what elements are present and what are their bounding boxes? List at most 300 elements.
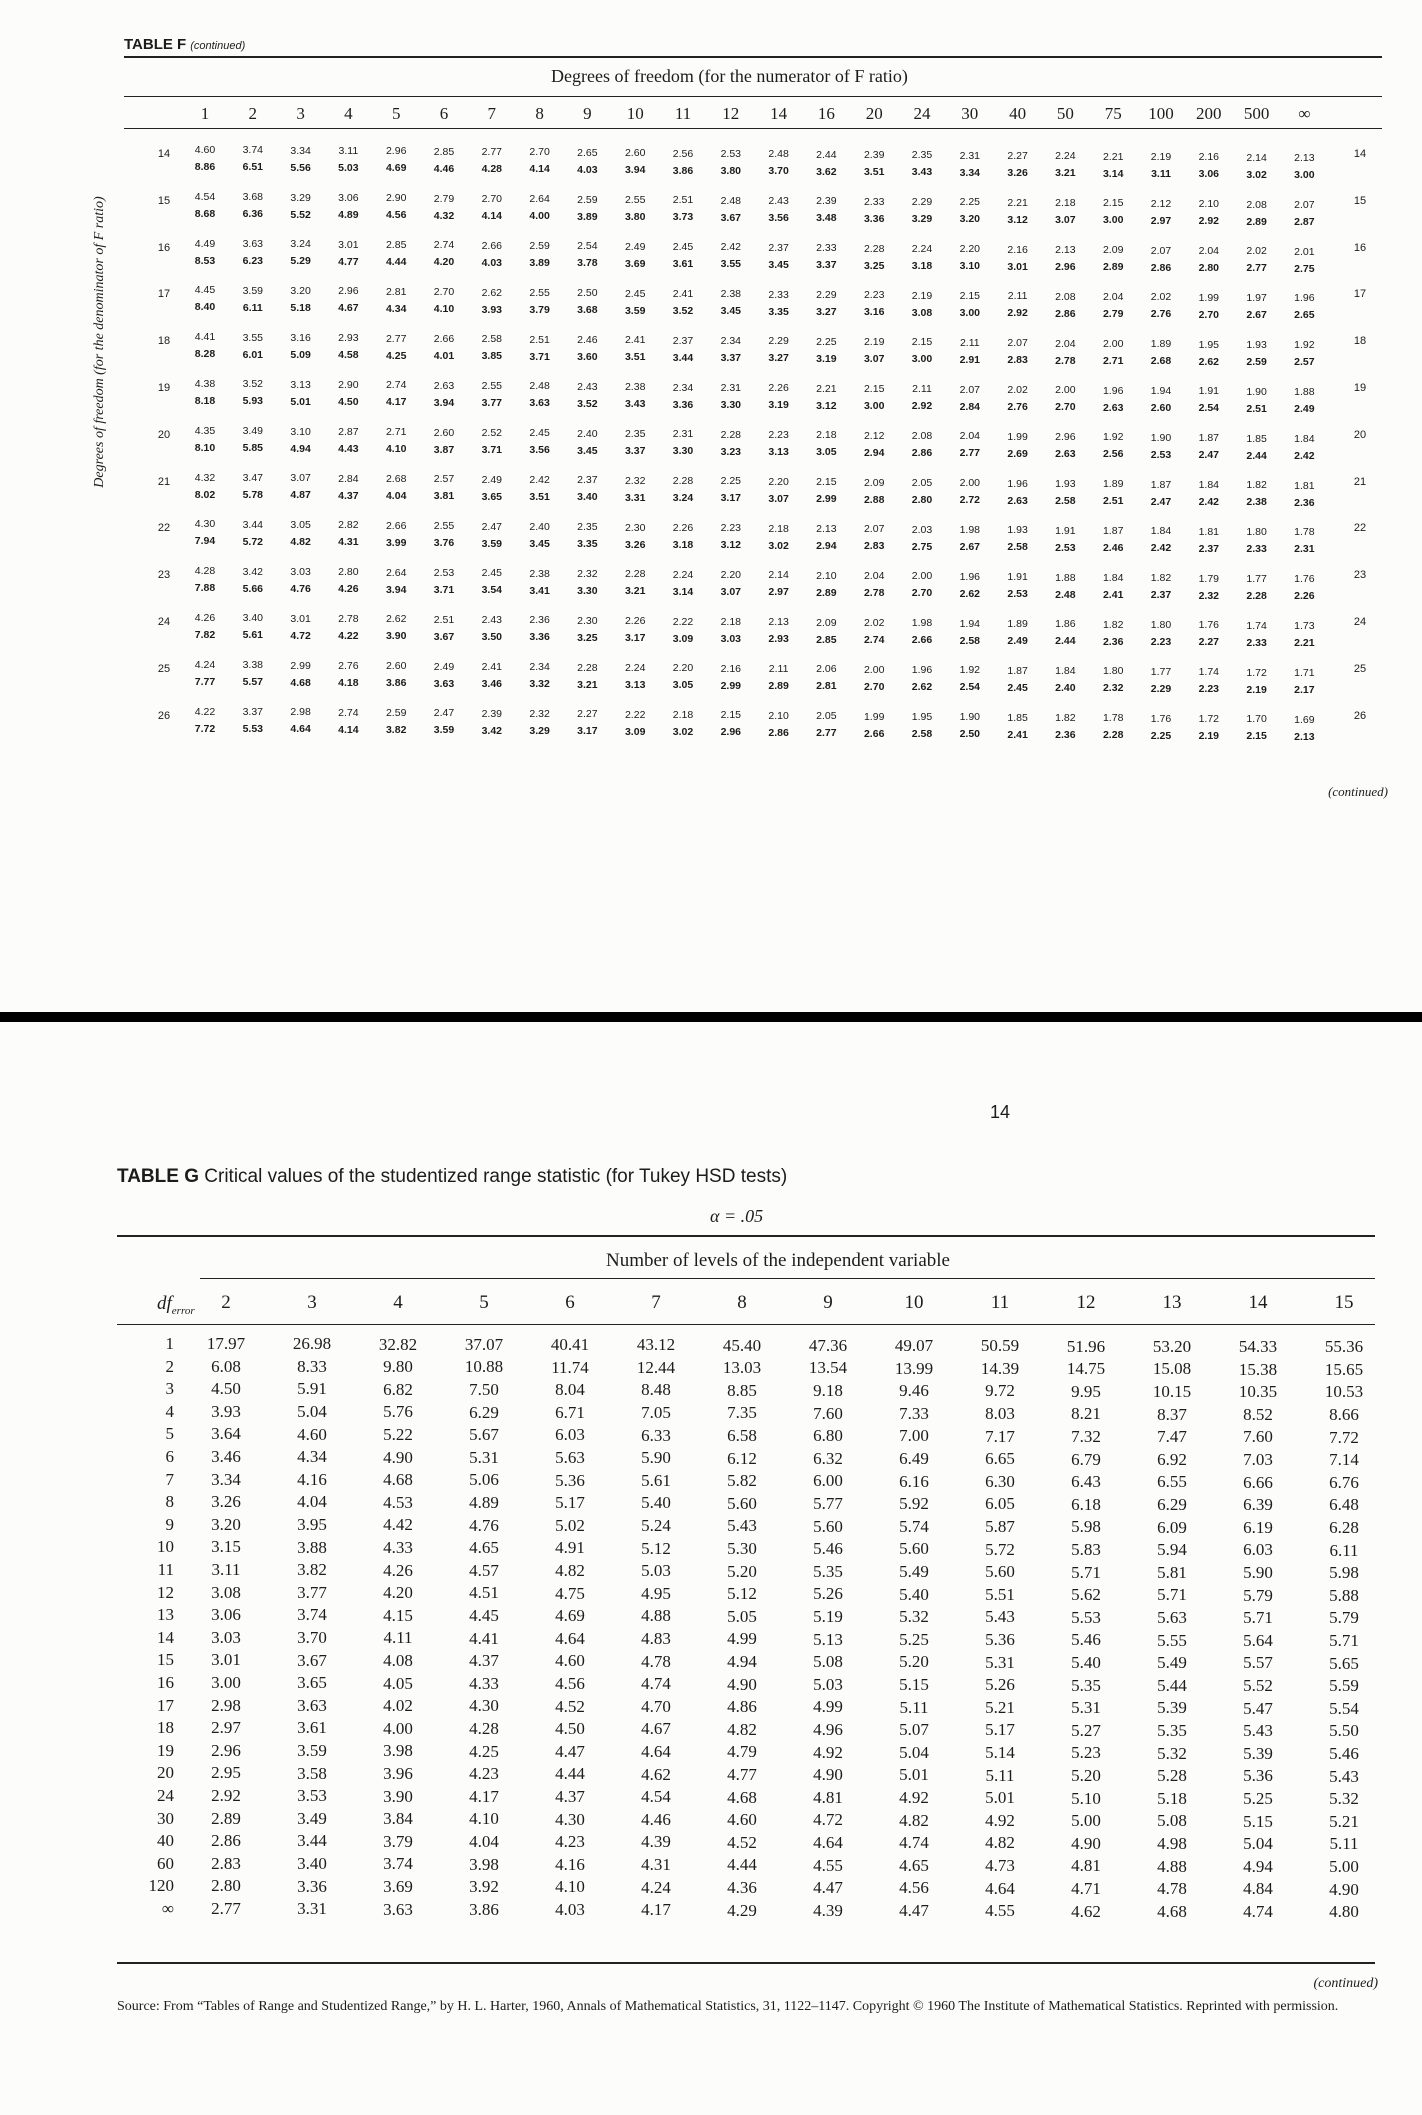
table-f-value-05: 1.76 [1294,573,1315,586]
table-f-value-01: 6.51 [242,161,264,174]
table-f-value-05: 2.23 [863,289,885,302]
table-g-value: 13.03 [722,1358,762,1378]
table-f-value-05: 2.23 [720,522,742,535]
table-f-value-01: 3.41 [529,584,550,597]
table-f-value-01: 2.74 [863,633,885,646]
table-f-value-01: 3.19 [768,399,789,412]
table-g-value: 2.95 [211,1763,241,1783]
table-f-value-01: 8.40 [194,301,216,314]
table-f-value-01: 3.79 [529,303,550,316]
table-g-value: 4.10 [555,1877,585,1897]
table-g-value: 4.28 [469,1718,499,1738]
table-g-value: 4.23 [555,1832,585,1852]
table-f-value-01: 4.56 [385,209,407,222]
table-g-value: 6.28 [1329,1518,1359,1538]
table-f-value-01: 3.87 [433,443,455,456]
table-g-df-label: 20 [157,1763,174,1783]
table-f-value-01: 4.67 [338,302,359,315]
table-f-value-01: 2.25 [1150,729,1172,742]
table-f-value-01: 2.83 [863,540,885,553]
table-f-value-05: 1.91 [1055,524,1076,537]
table-f-value-01: 4.64 [290,723,311,736]
table-f-value-05: 2.45 [672,241,694,254]
table-f-value-05: 2.19 [1150,151,1172,163]
table-f-value-01: 3.50 [481,631,503,644]
table-g-df-label: 8 [165,1492,174,1512]
table-f-value-01: 3.25 [863,259,885,272]
table-g-df-label: 5 [165,1424,174,1444]
table-g-value: 3.77 [297,1582,327,1602]
table-f-value-01: 3.68 [577,304,598,317]
table-f-value-05: 2.87 [338,425,359,438]
table-f-value-01: 2.89 [1102,261,1124,274]
table-f-value-05: 1.91 [1198,385,1220,398]
table-f-value-01: 4.31 [338,536,359,549]
table-f-value-05: 2.47 [481,520,503,533]
table-g-value: 7.47 [1157,1427,1187,1447]
table-g-value: 13.54 [808,1358,848,1378]
table-f-col-header: 75 [1104,104,1122,123]
table-g-value: 4.92 [813,1742,843,1762]
table-g-value: 3.01 [211,1650,241,1670]
page-number: 14 [990,1102,1011,1122]
table-f-value-05: 2.59 [529,240,550,253]
table-g-value: 9.95 [1071,1381,1101,1401]
table-f-value-01: 4.03 [481,256,503,269]
table-f-col-header: 14 [770,104,788,123]
table-f-value-01: 3.01 [1007,260,1028,273]
table-g-value: 45.40 [722,1335,762,1355]
table-g-value: 4.71 [1071,1878,1101,1898]
table-f-value-05: 2.51 [529,333,550,346]
table-f-value-01: 3.43 [624,398,646,411]
table-g-value: 3.34 [211,1469,241,1489]
table-g-value: 5.32 [1157,1743,1187,1763]
table-f-value-05: 3.55 [242,331,264,344]
table-g-value: 4.51 [469,1583,499,1603]
table-f-value-01: 2.49 [1007,634,1028,647]
table-f-value-01: 5.57 [242,676,264,689]
table-f-value-05: 1.84 [1198,478,1220,491]
table-g-value: 4.10 [469,1809,499,1829]
table-f-value-01: 3.89 [577,210,598,223]
table-f-value-05: 2.10 [816,569,837,582]
table-f-value-01: 2.51 [1102,495,1124,508]
table-f-value-05: 2.60 [385,660,407,673]
table-f-value-05: 1.96 [959,570,981,583]
table-f-row-label-right: 18 [1353,335,1367,348]
table-f-value-01: 2.96 [1055,260,1076,273]
table-g-value: 43.12 [636,1335,676,1355]
table-f-value-01: 3.21 [577,678,598,691]
table-g-value: 7.32 [1071,1426,1101,1446]
table-f-value-01: 4.10 [385,443,407,456]
table-g-value: 3.44 [297,1831,327,1851]
table-f-value-05: 2.15 [1102,197,1124,210]
table-f-value-01: 4.37 [338,489,359,502]
table-g-value: 4.84 [1243,1879,1273,1899]
table-g-value: 5.31 [1071,1698,1101,1718]
table-f-value-05: 2.60 [624,147,646,160]
table-f-value-05: 2.55 [481,380,503,393]
table-f-value-05: 2.65 [577,146,598,159]
table-f-value-05: 2.20 [672,662,694,675]
table-f-value-01: 5.01 [290,395,311,408]
table-f-value-05: 2.40 [577,427,598,440]
table-f-value-05: 3.40 [242,612,264,625]
table-f-value-01: 3.45 [720,305,742,318]
table-f-value-01: 2.70 [863,680,885,693]
table-g-value: 5.79 [1243,1585,1273,1605]
table-f-value-01: 2.63 [1102,401,1124,414]
table-g-continued: (continued) [1313,1976,1378,1991]
table-f-value-01: 3.48 [816,212,837,225]
table-f-value-05: 1.82 [1055,711,1076,724]
table-g-value: 5.04 [1243,1834,1273,1854]
table-g-value: 49.07 [894,1336,934,1355]
table-f-value-01: 3.93 [481,303,503,316]
table-f-value-05: 1.94 [1150,385,1172,397]
table-g-value: 6.00 [813,1471,843,1491]
table-g-value: 5.03 [641,1561,671,1581]
table-g-value: 5.40 [641,1493,671,1513]
table-f-value-01: 5.03 [338,162,359,175]
table-f-value-01: 2.75 [911,540,933,553]
table-f-value-05: 2.00 [911,570,933,583]
table-g-value: 4.90 [1071,1833,1101,1853]
table-f-value-05: 2.48 [529,380,550,393]
table-f-value-01: 2.60 [1150,402,1172,414]
table-f-value-05: 2.48 [720,194,742,207]
table-g-value: 7.14 [1329,1450,1359,1470]
table-f-value-01: 4.18 [338,676,359,689]
table-f-value-05: 2.04 [1055,337,1076,350]
table-g-value: 4.37 [469,1651,499,1671]
table-f-value-05: 2.35 [624,427,646,440]
table-f-value-05: 3.47 [242,471,264,484]
table-f-value-01: 4.87 [290,489,311,502]
table-g-value: 3.65 [297,1673,327,1693]
table-f-value-01: 3.43 [911,166,933,179]
table-g-value: 5.46 [1329,1744,1359,1764]
table-f-value-05: 2.47 [433,707,455,720]
table-f-value-01: 4.68 [290,676,311,689]
table-f-value-05: 1.70 [1246,713,1267,726]
table-f-value-05: 2.39 [863,148,885,161]
table-g-value: 4.62 [1071,1901,1101,1921]
table-f-value-05: 1.99 [1007,430,1028,443]
table-f-value-05: 2.16 [720,662,742,675]
table-g-value: 4.15 [383,1605,413,1625]
table-g-value: 4.44 [555,1764,585,1784]
table-f-value-01: 6.11 [242,301,263,314]
table-f-value-01: 4.44 [385,256,407,268]
table-g-value: 6.76 [1329,1472,1359,1492]
table-g-value: 5.20 [1071,1765,1101,1785]
table-f-value-05: 2.07 [1150,244,1172,257]
table-f-value-05: 2.10 [768,709,789,722]
table-f-value-05: 2.03 [911,523,933,536]
table-f-value-01: 8.28 [194,348,216,361]
table-g-value: 4.60 [297,1424,327,1444]
table-f-value-01: 2.78 [863,587,885,600]
table-f-value-01: 2.86 [1150,261,1172,274]
table-f-value-01: 2.58 [1055,494,1076,507]
table-f-value-05: 2.96 [1055,431,1076,444]
table-f-value-01: 5.29 [290,255,311,268]
table-g-value: 4.64 [555,1628,585,1648]
table-f-value-01: 3.00 [1294,169,1315,182]
table-g-value: 4.17 [641,1900,671,1920]
table-f-value-05: 3.06 [338,191,359,204]
table-f-value-01: 3.27 [816,305,837,318]
table-g-value: 9.46 [899,1381,929,1401]
table-f-value-05: 1.96 [1102,384,1124,397]
table-f-value-01: 3.05 [672,679,694,692]
table-f-value-05: 2.70 [481,192,503,205]
table-g-value: 4.04 [469,1831,499,1851]
table-f-value-05: 1.96 [1294,292,1315,305]
table-f-value-05: 2.39 [481,707,503,720]
table-f-value-01: 6.23 [242,254,264,267]
table-f-value-01: 3.11 [1151,168,1171,180]
table-f-value-05: 2.21 [816,382,837,395]
table-g-value: 4.98 [1157,1833,1187,1853]
table-f-value-01: 2.71 [1102,354,1124,367]
table-g-value: 5.92 [899,1494,929,1514]
table-f-value-05: 2.51 [433,613,455,626]
table-f-value-01: 3.02 [1246,168,1267,181]
table-f-value-05: 2.13 [816,522,837,535]
table-g-value: 5.23 [1071,1743,1101,1763]
table-g-value: 3.59 [297,1741,327,1761]
table-g-value: 4.30 [555,1809,585,1829]
table-f-value-01: 2.63 [1007,494,1028,507]
table-g-value: 3.98 [469,1854,499,1874]
table-g-value: 4.62 [641,1764,671,1784]
table-g-value: 51.96 [1066,1336,1106,1356]
table-g-value: 4.67 [641,1719,671,1739]
table-g-value: 10.35 [1238,1382,1278,1402]
table-f-row-label-left: 24 [157,616,171,628]
table-f-value-05: 2.15 [863,382,885,395]
table-f-value-05: 2.15 [959,290,981,302]
table-g-value: 4.68 [1157,1901,1187,1921]
table-f-value-05: 1.72 [1198,712,1220,725]
table-f-value-05: 2.45 [481,567,503,580]
table-f-value-01: 2.93 [768,633,789,646]
table-f-value-01: 2.92 [1198,215,1220,228]
table-g-value: 5.60 [813,1516,843,1536]
table-g-value: 5.63 [555,1448,585,1467]
table-f-value-01: 2.44 [1246,449,1267,462]
table-f-value-05: 2.07 [863,523,885,536]
table-f-value-01: 2.62 [1198,355,1220,368]
table-f-value-05: 2.12 [863,429,885,442]
table-f-value-01: 2.57 [1294,356,1315,369]
table-f-value-05: 1.90 [1246,385,1267,398]
table-f-value-01: 3.17 [720,492,742,505]
table-g-value: 7.60 [1243,1427,1273,1447]
table-g-value: 4.46 [641,1809,671,1829]
table-f-value-05: 1.91 [1007,571,1028,584]
table-g-value: 5.67 [469,1425,499,1445]
table-f-value-05: 2.28 [863,242,885,255]
table-g-value: 5.01 [985,1788,1015,1808]
table-g-value: 3.70 [297,1628,327,1648]
table-f-value-01: 3.29 [911,213,933,226]
table-g-value: 5.88 [1329,1585,1359,1605]
table-f-col-header: 100 [1148,104,1174,123]
table-f-value-05: 2.39 [816,195,837,208]
table-f-value-05: 2.49 [481,473,503,486]
table-g-value: 5.12 [727,1584,757,1604]
table-f-row-label-left: 25 [157,662,171,675]
table-g-value: 2.83 [211,1853,241,1873]
table-g-value: 6.82 [383,1379,413,1399]
table-f-value-01: 2.68 [1150,355,1172,368]
table-g-value: 3.58 [297,1763,327,1783]
table-f-value-01: 2.19 [1198,729,1220,742]
table-f-value-05: 1.89 [1102,478,1124,491]
table-g-value: 4.39 [641,1832,671,1852]
table-f-value-01: 2.89 [1246,215,1267,228]
table-g-value: 5.53 [1071,1607,1101,1627]
table-g-value: 5.11 [899,1697,929,1717]
table-f-value-01: 2.29 [1150,682,1172,695]
table-f-value-01: 3.73 [672,211,694,224]
table-g-value: 3.98 [383,1741,413,1761]
table-f-value-01: 2.97 [768,586,789,599]
table-g-value: 8.66 [1329,1405,1359,1425]
table-f-value-05: 2.30 [577,614,598,627]
table-g-value: 6.48 [1329,1495,1359,1515]
table-g-value: 3.92 [469,1877,499,1897]
table-f-value-01: 3.16 [863,306,885,319]
table-f-value-01: 4.94 [290,442,311,455]
table-f-value-05: 2.84 [338,472,359,485]
table-g-value: 6.18 [1071,1494,1101,1514]
table-f-value-01: 2.65 [1294,309,1315,322]
table-g-title-text: Critical values of the studentized range statistic (for Tukey HSD tests) [204,1166,788,1187]
table-g-df-label: 15 [157,1650,174,1670]
table-g-value: 6.16 [899,1471,929,1491]
table-f-value-05: 1.74 [1246,619,1267,632]
table-f-value-01: 2.66 [911,634,933,647]
table-f-value-01: 2.41 [1102,588,1124,601]
table-f-value-05: 3.52 [242,378,264,391]
table-g-df-label: 30 [157,1808,174,1828]
table-g-value: 5.71 [1329,1631,1359,1651]
table-g-value: 4.92 [985,1810,1015,1830]
table-g-df-label: 16 [157,1673,174,1692]
table-g-value: 4.60 [555,1651,585,1671]
table-g-value: 4.29 [727,1900,757,1920]
table-f-value-01: 3.54 [481,584,503,597]
table-f-value-05: 1.82 [1150,572,1172,585]
table-g-value: 4.54 [641,1787,671,1807]
table-f-value-01: 3.45 [577,444,598,457]
table-g-value: 3.88 [297,1537,327,1557]
table-g-value: 6.19 [1243,1517,1273,1537]
table-f-value-05: 1.92 [1294,339,1315,352]
table-f-value-01: 2.28 [1246,589,1267,602]
table-g-value: 5.28 [1157,1766,1187,1786]
table-f-value-01: 4.28 [481,163,503,176]
table-f-row-label-right: 23 [1353,569,1367,582]
table-f-value-05: 2.42 [720,241,742,254]
table-f-value-05: 1.74 [1198,666,1220,679]
table-f-value-01: 3.71 [529,350,550,363]
table-f-value-05: 2.16 [1007,243,1028,256]
table-f-value-05: 2.74 [433,239,455,252]
table-g-value: 5.05 [727,1606,757,1626]
table-f-value-05: 2.33 [768,288,789,301]
table-f-value-05: 2.26 [672,521,694,534]
table-g-value: 5.26 [985,1675,1015,1695]
table-f-col-header: 6 [439,104,449,123]
table-f-value-01: 4.46 [433,162,455,175]
table-f-value-01: 2.19 [1246,683,1267,696]
table-f-value-01: 2.86 [911,447,933,460]
table-f-value-01: 3.45 [529,537,550,550]
table-g-value: 3.26 [211,1492,241,1512]
table-f-value-01: 2.17 [1294,683,1315,696]
table-f-value-05: 2.64 [385,566,407,579]
table-f-value-05: 2.18 [1055,197,1076,210]
table-f-value-01: 3.78 [577,257,598,270]
table-f-value-05: 2.59 [385,707,407,719]
table-f-value-01: 2.81 [816,680,837,693]
table-g-value: 53.20 [1152,1336,1192,1356]
table-f-value-05: 2.78 [338,613,359,626]
table-f-value-01: 5.61 [242,629,264,642]
table-f-value-01: 2.84 [959,400,981,413]
table-f-value-05: 4.38 [194,378,216,390]
table-g-value: 5.35 [813,1561,843,1581]
table-f-value-05: 2.90 [338,379,359,392]
table-g-value: 4.99 [813,1697,843,1717]
table-g-value: 5.49 [1157,1653,1187,1673]
table-f-value-05: 3.34 [290,144,311,157]
table-g-value: 3.08 [211,1582,241,1602]
table-g-value: 7.35 [727,1403,757,1423]
table-f-value-05: 2.09 [816,616,837,629]
table-f-value-05: 2.11 [768,663,789,675]
table-g-value: 4.73 [985,1856,1015,1876]
table-f-value-05: 2.24 [911,242,933,255]
table-f-value-05: 2.31 [959,149,981,162]
table-g-value: 15.65 [1324,1359,1364,1379]
table-f-value-05: 2.66 [433,332,455,345]
table-g-value: 5.44 [1157,1675,1187,1695]
table-g-value: 2.97 [211,1718,241,1738]
table-f-value-01: 3.52 [672,304,694,317]
table-f-value-01: 2.63 [1055,448,1076,461]
table-g-value: 3.74 [297,1605,327,1625]
table-f-col-header: 10 [626,104,644,123]
table-f-value-01: 5.18 [290,302,311,315]
table-f-page [0,0,1422,1012]
table-f-value-01: 4.34 [385,302,407,315]
table-f-value-05: 2.29 [768,335,789,348]
table-g-value: 4.26 [383,1560,413,1580]
table-f-value-01: 3.63 [529,397,550,410]
table-f-value-01: 4.14 [338,723,359,736]
table-f-value-01: 2.77 [959,447,981,460]
table-g-df-label: 14 [157,1627,174,1647]
table-f-value-01: 3.52 [577,397,598,410]
